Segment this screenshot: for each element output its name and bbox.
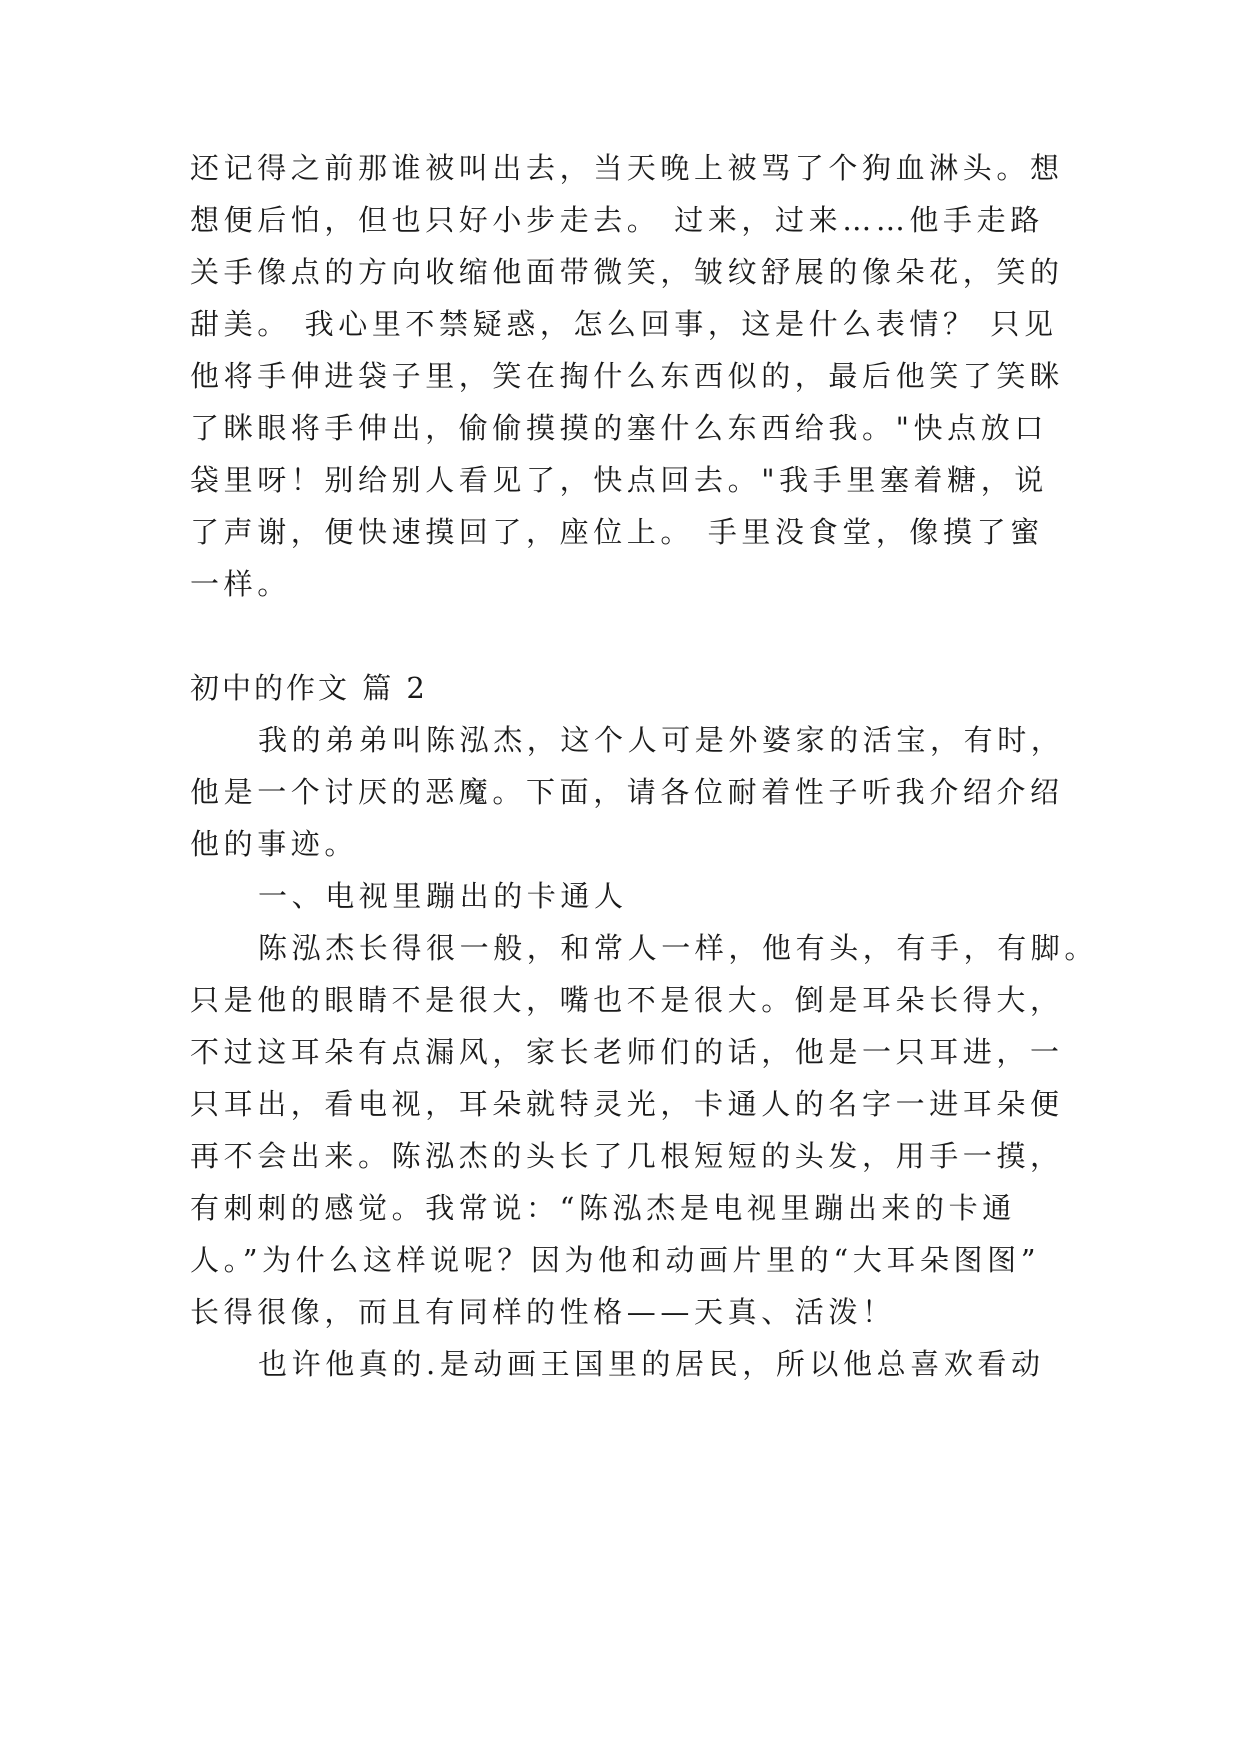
text-line: 长得很像，而且有同样的性格——天真、活泼！ <box>190 1295 896 1329</box>
section-heading: 初中的作文 篇 2 <box>190 671 428 705</box>
text-line: 人。”为什么这样说呢？因为他和动画片里的“大耳朵图图” <box>190 1243 1041 1277</box>
text-line: 了声谢，便快速摸回了，座位上。 手里没食堂，像摸了蜜 <box>190 515 1044 549</box>
text-line: 有刺刺的感觉。我常说：“陈泓杰是电视里蹦出来的卡通 <box>190 1191 1016 1225</box>
text-line: 不过这耳朵有点漏风，家长老师们的话，他是一只耳进，一 <box>190 1035 1064 1069</box>
text-line: 想便后怕，但也只好小步走去。 过来，过来……他手走路 <box>190 203 1044 237</box>
text-line: 关手像点的方向收缩他面带微笑，皱纹舒展的像朵花，笑的 <box>190 255 1064 289</box>
text-line: 甜美。 我心里不禁疑惑，怎么回事，这是什么表情？ 只见 <box>190 307 1058 341</box>
text-line: 他将手伸进袋子里，笑在掏什么东西似的，最后他笑了笑眯 <box>190 359 1064 393</box>
subheading: 一、电视里蹦出的卡通人 <box>258 879 628 913</box>
text-line: 他的事迹。 <box>190 827 359 861</box>
text-line: 他是一个讨厌的恶魔。下面，请各位耐着性子听我介绍介绍 <box>190 775 1064 809</box>
text-line: 袋里呀！别给别人看见了，快点回去。"我手里塞着糖，说 <box>190 463 1048 497</box>
text-line: 再不会出来。陈泓杰的头长了几根短短的头发，用手一摸， <box>190 1139 1064 1173</box>
text-line: 一样。 <box>190 567 291 601</box>
text-line: 只耳出，看电视，耳朵就特灵光，卡通人的名字一进耳朵便 <box>190 1087 1064 1121</box>
text-line: 还记得之前那谁被叫出去，当天晚上被骂了个狗血淋头。想 <box>190 151 1064 185</box>
text-line: 只是他的眼睛不是很大，嘴也不是很大。倒是耳朵长得大， <box>190 983 1064 1017</box>
text-line: 也许他真的.是动画王国里的居民，所以他总喜欢看动 <box>258 1347 1045 1381</box>
text-line: 了眯眼将手伸出，偷偷摸摸的塞什么东西给我。"快点放口 <box>190 411 1048 445</box>
text-line: 陈泓杰长得很一般，和常人一样，他有头，有手，有脚。 <box>258 931 1099 965</box>
text-line: 我的弟弟叫陈泓杰，这个人可是外婆家的活宝，有时， <box>258 723 1065 757</box>
